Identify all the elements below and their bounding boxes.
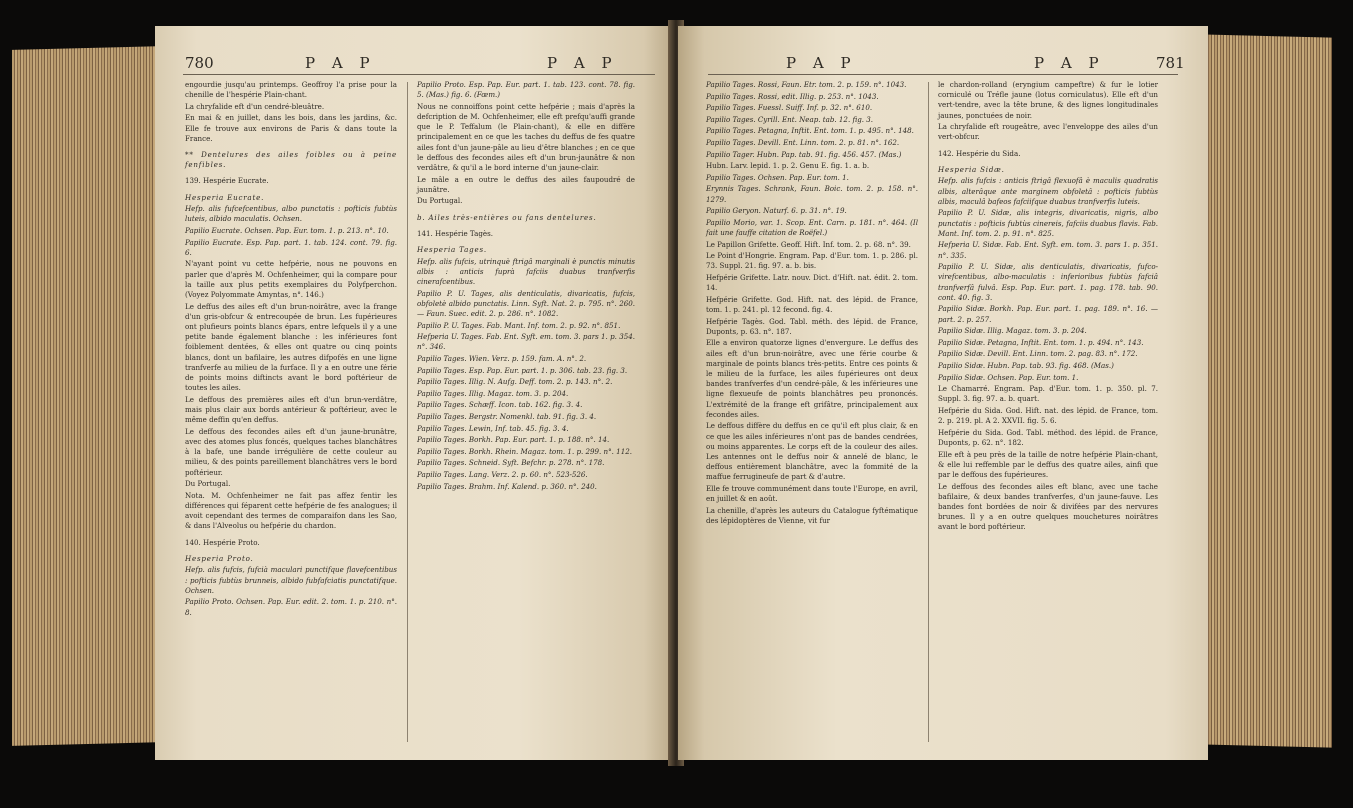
text-paragraph: b. Ailes très-entières ou fans dentelures. (417, 212, 597, 222)
text-paragraph: Hefp. alis fufcis : anticis ftrigâ flexuofâ è maculis quadratis albis, alterâque ante marginem obfoletâ : pofticis fubtùs albis, maculâ bafeos fafciifque duabus tranfverfis luteis. (938, 176, 1158, 206)
text-paragraph: Hefpérie Grifette. God. Hift. nat. des lépid. de France, tom. 1. p. 241. pl. 12 fecond. fig. 4. (706, 294, 918, 314)
text-paragraph: Nous ne connoiffons point cette hefpérie ; mais d'après la defcription de M. Ochfenheimer, elle eft prefqu'auffi grande que le P. Teffalum (le Plain-chant), & elle en diffère principalement en ce que les taches du deffus de fes quatre ailes font d'un jaune-pâle au lieu d'être blanches ; en ce que le deffous des fecondes ailes eft d'un brun-jaunâtre & non verdâtre, & qu'il a le bord interne d'un jaune-clair. (417, 101, 635, 173)
text-paragraph: Papilio Tages. Lewin, Inf. tab. 45. fig. 3. 4. (417, 423, 569, 433)
text-paragraph: Papilio Sidæ. Hubn. Pap. tab. 93. fig. 468. (Mas.) (938, 360, 1114, 370)
text-paragraph: Hefpérie Tagès. God. Tabl. méth. des lépid. de France, Duponts, p. 63. n°. 187. (706, 316, 918, 336)
text-paragraph: Hesperia Sidæ. (938, 164, 1005, 174)
text-paragraph: Papilio Tages. Borkh. Rhein. Magaz. tom. 1. p. 299. n°. 112. (417, 446, 632, 456)
text-paragraph: N'ayant point vu cette hefpérie, nous ne pouvons en parler que d'après M. Ochfenheimer, qui la compare pour la taille aux plus petits exemplaires du Polyfperchon. (Voyez Polyommate Amyntas, n°. 146.) (185, 259, 397, 299)
text-paragraph: La chryfalide eft rougeâtre, avec l'enveloppe des ailes d'un vert-obfcur. (938, 122, 1158, 142)
text-paragraph: engourdie jusqu'au printemps. Geoffroy l'a prise pour la chenille de l'hespérie Plain-chant. (185, 80, 397, 100)
text-paragraph: Papilio Sidæ. Borkh. Pap. Eur. part. 1. pag. 189. n°. 16. — part. 2. p. 257. (938, 304, 1158, 324)
left-column-1 (185, 80, 397, 619)
text-paragraph: Papilio Tages. Rossi, edit. Illig. p. 253. n°. 1043. (706, 91, 879, 101)
text-paragraph: Erynnis Tages. Schrank, Faun. Boic. tom. 2. p. 158. n°. 1279. (706, 184, 918, 204)
left-head-rule (183, 74, 655, 75)
right-running-head-col1: P A P (786, 54, 857, 72)
text-paragraph: Papilio Sidæ. Illig. Magaz. tom. 3. p. 204. (938, 326, 1087, 336)
right-running-head-col2: P A P (1034, 54, 1105, 72)
text-paragraph: Le deffous des premières ailes eft d'un brun-verdâtre, mais plus clair aux bords antérieur & poftérieur, avec le même deffin qu'en deffus. (185, 394, 397, 425)
text-paragraph: Papilio Proto. Esp. Pap. Eur. part. 1. tab. 123. cont. 78. fig. 5. (Mas.) fig. 6. (Fœm.) (417, 80, 635, 100)
text-paragraph: Hefpérie Grifette. Latr. nouv. Dict. d'Hift. nat. édit. 2. tom. 14. (706, 272, 918, 293)
text-paragraph: Papilio Tages. Devill. Ent. Linn. tom. 2. p. 81. n°. 162. (706, 137, 900, 147)
right-page-number: 781 (1156, 54, 1185, 72)
text-paragraph: Papilio Tages. Rossi, Faun. Etr. tom. 2. p. 159. n°. 1043. (706, 80, 907, 89)
text-paragraph: En mai & en juillet, dans les bois, dans les jardins, &c. Elle fe trouve aux environs de Paris & dans toute la France. (185, 113, 397, 143)
text-paragraph: Papilio Tages. Bergstr. Nomenkl. tab. 91. fig. 3. 4. (417, 411, 597, 421)
text-paragraph: Papilio Sidæ. Petagna, Inftit. Ent. tom. 1. p. 494. n°. 143. (938, 337, 1144, 347)
text-paragraph: Le deffous des fecondes ailes eft blanc, avec une tache bafilaire, & deux bandes tranfverfes, d'un jaune-fauve. Les bandes font bordées de noir & divifées par des nervures brunes. Il y a en outre quelques mouchetures noirâtres avant le bord poftérieur. (938, 481, 1158, 532)
text-paragraph: Papilio Tages. Illig. Magaz. tom. 3. p. 204. (417, 388, 569, 398)
text-paragraph: Hefp. alis fufcis, utrinquè ftrigâ marginali è punctis minutis albis : anticis fuprà fafciis duabus tranfverfis cinerafcentibus. (417, 256, 635, 287)
text-paragraph: Papilio P. U. Tages. Fab. Mant. Inf. tom. 2. p. 92. n°. 851. (417, 320, 621, 330)
text-paragraph: Papilio Tages. Schneid. Syft. Befchr. p. 278. n°. 178. (417, 458, 605, 468)
right-column-2 (938, 80, 1158, 534)
text-paragraph: Papilio Tages. Wien. Verz. p. 159. fam. A. n°. 2. (417, 354, 587, 363)
text-paragraph: Le mâle a en outre le deffus des ailes faupoudré de jaunâtre. (417, 174, 635, 194)
text-paragraph: Papilio Eucrate. Esp. Pap. part. 1. tab. 124. cont. 79. fig. 6. (185, 237, 397, 257)
text-paragraph: Hesperia Proto. (185, 553, 254, 563)
text-paragraph: Papilio Tager. Hubn. Pap. tab. 91. fig. 456. 457. (Mas.) (706, 149, 902, 159)
left-page-number: 780 (185, 54, 214, 72)
right-head-rule (708, 74, 1178, 75)
text-paragraph: 139. Hespérie Eucrate. (185, 176, 269, 186)
text-paragraph: Le deffous diffère du deffus en ce qu'il eft plus clair, & en ce que les ailes inférieures n'ont pas de bandes cendrées, ou moins apparentes. Le corps eft de la couleur des ailes. Les antennes ont le deffus noir & annelé de blanc, le deffous entièrement blanchâtre, avec la fommité de la maffue ferrugineufe de part & d'autre. (706, 421, 918, 482)
right-column-divider (928, 82, 929, 742)
text-paragraph: Du Portugal. (417, 196, 463, 206)
text-paragraph: Papilio Tages. Borkh. Pap. Eur. part. 1. p. 188. n°. 14. (417, 435, 610, 445)
right-page-edges (1200, 34, 1332, 747)
text-paragraph: Hefperia U. Tages. Fab. Ent. Syft. em. tom. 3. pars 1. p. 354. n°. 346. (417, 332, 635, 352)
text-paragraph: Papilio Tages. Schæff. Icon. tab. 162. fig. 3. 4. (417, 400, 583, 410)
text-paragraph: 142. Hespérie du Sida. (938, 148, 1021, 158)
text-paragraph: Nota. M. Ochfenheimer ne fait pas affez fentir les différences qui féparent cette hefpérie de fes analogues; il avoit cependant des termes de comparaifon dans les Sao, & dans l'Alveolus ou hefpérie du chardon. (185, 490, 397, 531)
text-paragraph: Elle eft à peu près de la taille de notre hefpérie Plain-chant, & elle lui reffemble par le deffus des quatre ailes, ainfi que par le deffous des fupérieures. (938, 449, 1158, 479)
text-paragraph: Papilio Tages. Brahm. Inf. Kalend. p. 360. n°. 240. (417, 481, 597, 491)
right-column-1 (706, 80, 918, 528)
text-paragraph: La chenille, d'après les auteurs du Catalogue fyftématique des lépidoptères de Vienne, vit fur (706, 505, 918, 525)
text-paragraph: Hesperia Eucrate. (185, 192, 265, 202)
left-column-2 (417, 80, 635, 493)
text-paragraph: Hesperia Tages. (417, 245, 487, 255)
text-paragraph: 140. Hespérie Proto. (185, 537, 260, 547)
right-page (678, 26, 1208, 760)
text-paragraph: Hefp. alis fufcefcentibus, albo punctatis : pofticis fubtùs luteis, albido maculatis. Ochsen. (185, 204, 397, 224)
text-paragraph: Le deffus des ailes eft d'un brun-noirâtre, avec la frange d'un gris-obfcur & entrecoupée de brun. Les fupérieures ont plufieurs points blancs épars, entre lefquels il y a une petite bande également blanche : les inférieures font foiblement dentées, & elles ont quatre ou cinq points blancs, dont un bafilaire, les autres difpofés en une ligne tranfverfe au milieu de la furface. Il y a en outre une férie de points moins diftincts avant le bord poftérieur de toutes les ailes. (185, 301, 397, 393)
left-running-head-col1: P A P (305, 54, 376, 72)
text-paragraph: Du Portugal. (185, 479, 231, 489)
text-paragraph: Hefperia U. Sidæ. Fab. Ent. Syft. em. tom. 3. pars 1. p. 351. n°. 335. (938, 240, 1158, 260)
text-paragraph: Le deffous des fecondes ailes eft d'un jaune-brunâtre, avec des atomes plus foncés, quelques taches blanchâtres à la bafe, une bande irrégulière de cette couleur au milieu, & des points pareillement blanchâtres vers le bord poftérieur. (185, 426, 397, 477)
text-paragraph: 141. Hespérie Tagès. (417, 228, 493, 238)
left-page (155, 26, 675, 760)
text-paragraph: La chryfalide eft d'un cendré-bleuâtre. (185, 101, 325, 111)
text-paragraph: Le Point d'Hongrie. Engram. Pap. d'Eur. tom. 1. p. 286. pl. 73. Suppl. 21. fig. 97. a. b. bis. (706, 251, 918, 271)
text-paragraph: Papilio Geryon. Naturf. 6. p. 31. n°. 19. (706, 206, 847, 216)
text-paragraph: ** Dentelures des ailes foibles ou à peine fenfibles. (185, 150, 397, 170)
left-column-divider (407, 82, 408, 742)
text-paragraph: Papilio P. U. Tages, alis denticulatis, divaricatis, fufcis, obfoletè albido punctatis. Linn. Syft. Nat. 2. p. 795. n°. 260. — Faun. Suec. edit. 2. p. 286. n°. 1082. (417, 288, 635, 319)
text-paragraph: Papilio Tages. Fuessl. Suiff. Inf. p. 32. n°. 610. (706, 103, 873, 113)
text-paragraph: Le Papillon Grifette. Geoff. Hift. Inf. tom. 2. p. 68. n°. 39. (706, 239, 911, 249)
text-paragraph: Papilio P. U. Sidæ, alis denticulatis, divaricatis, fufco-virefcentibus, albo-maculatis : inferioribus fubtùs fafciâ tranfverfâ fulvâ. Esp. Pap. Eur. part. 1. pag. 178. tab. 90. cont. 40. fig. 3. (938, 262, 1158, 302)
text-paragraph: Le Chamarré. Engram. Pap. d'Eur. tom. 1. p. 350. pl. 7. Suppl. 3. fig. 97. a. b. quart. (938, 384, 1158, 404)
left-running-head-col2: P A P (547, 54, 618, 72)
text-paragraph: Papilio Tages. Esp. Pap. Eur. part. 1. p. 306. tab. 23. fig. 3. (417, 365, 628, 375)
text-paragraph: Hefpérie du Sida. God. Hift. nat. des lépid. de France, tom. 2. p. 219. pl. A 2. XXVII. fig. 5. 6. (938, 405, 1158, 426)
text-paragraph: Papilio Proto. Ochsen. Pap. Eur. edit. 2. tom. 1. p. 210. n°. 8. (185, 597, 397, 617)
text-paragraph: Papilio Tages. Cyrill. Ent. Neap. tab. 12. fig. 3. (706, 114, 874, 124)
text-paragraph: Hubn. Larv. lepid. 1. p. 2. Genu E. fig. 1. a. b. (706, 161, 870, 171)
text-paragraph: Papilio P. U. Sidæ, alis integris, divaricatis, nigris, albo punctatis : pofticis fubtùs cinereis, fafciis duabus flavis. Fab. Mant. Inf. tom. 2. p. 91. n°. 825. (938, 208, 1158, 238)
text-paragraph: Papilio Tages. Lang. Verz. 2. p. 60. n°. 523-526. (417, 469, 588, 479)
text-paragraph: Papilio Eucrate. Ochsen. Pap. Eur. tom. 1. p. 213. n°. 10. (185, 226, 389, 235)
text-paragraph: Hefp. alis fufcis, fufcià maculari punctifque flavefcentibus : pofticis fubtùs brunneis, albido fubfafciatis punctatifque. Ochsen. (185, 565, 397, 595)
text-paragraph: Elle a environ quatorze lignes d'envergure. Le deffus des ailes eft d'un brun-noirâtre, avec une férie courbe & marginale de points blancs très-petits. Entre ces points & le milieu de la furface, les ailes fupérieures ont deux bandes tranfverfes d'un cendré-pâle, & les inférieures une ligne flexueufe de points blanchâtres peu prononcés. L'extrémité de la frange eft grifâtre, principalement aux fecondes ailes. (706, 338, 918, 419)
text-paragraph: le chardon-rolland (eryngium campeftre) & fur le lotier corniculé ou Tréfle jaune (lotus corniculatus). Elle eft d'un vert-tendre, avec la tête brune, & des lignes longitudinales jaunes, ponctuées de noir. (938, 80, 1158, 120)
text-paragraph: Papilio Morio, var. 1. Scop. Ent. Carn. p. 181. n°. 464. (Il fait une fauffe citation de Roëfel.) (706, 217, 918, 237)
left-page-edges (12, 46, 162, 746)
text-paragraph: Hefpérie du Sida. God. Tabl. méthod. des lépid. de France, Duponts, p. 62. n°. 182. (938, 427, 1158, 447)
text-paragraph: Papilio Sidæ. Devill. Ent. Linn. tom. 2. pag. 83. n°. 172. (938, 349, 1138, 359)
text-paragraph: Papilio Tages. Illig. N. Aufg. Deff. tom. 2. p. 143. n°. 2. (417, 377, 613, 387)
text-paragraph: Papilio Tages. Petagna, Inftit. Ent. tom. 1. p. 495. n°. 148. (706, 126, 914, 136)
text-paragraph: Papilio Sidæ. Ochsen. Pap. Eur. tom. 1. (938, 372, 1079, 382)
text-paragraph: Elle fe trouve communément dans toute l'Europe, en avril, en juillet & en août. (706, 483, 918, 504)
text-paragraph: Papilio Tages. Ochsen. Pap. Eur. tom. 1. (706, 172, 849, 182)
